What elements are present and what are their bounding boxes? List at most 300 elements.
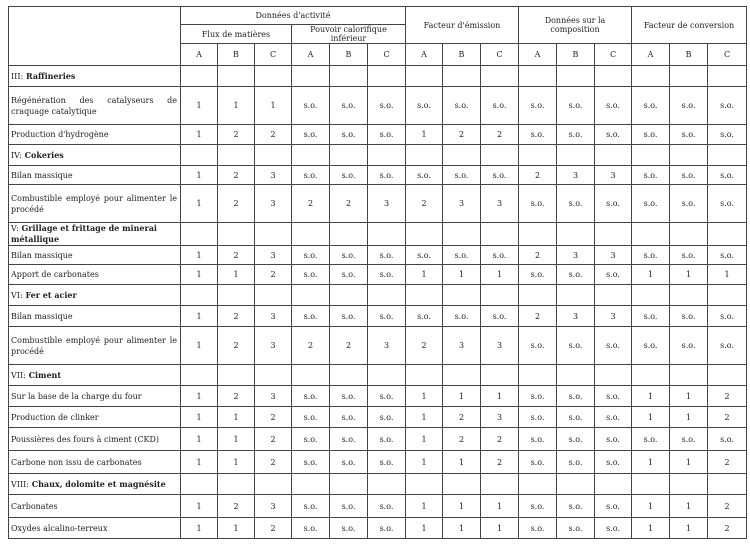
- tier-cell: 2: [481, 428, 519, 451]
- section-number: IV:: [11, 150, 22, 160]
- tier-cell: s.o.: [368, 495, 406, 518]
- tier-cell: 1: [632, 495, 670, 518]
- tier-cell: s.o.: [519, 386, 557, 407]
- empty-cell: [292, 474, 330, 495]
- tier-cell: s.o.: [443, 246, 481, 265]
- tier-cell: 1: [632, 265, 670, 285]
- empty-cell: [218, 223, 255, 246]
- tier-cell: s.o.: [670, 327, 708, 365]
- tier-cell: s.o.: [443, 166, 481, 185]
- tier-cell: 1: [181, 265, 218, 285]
- section-label: Raffineries: [25, 70, 76, 81]
- tier-cell: s.o.: [330, 428, 368, 451]
- tier-cell: 1: [670, 518, 708, 539]
- tier-cell: 1: [218, 407, 255, 428]
- header-composition-data: Données sur la composition: [519, 7, 632, 44]
- section-row: [9, 474, 747, 495]
- tier-cell: 2: [519, 306, 557, 327]
- empty-cell: [670, 145, 708, 166]
- tier-cell: s.o.: [519, 125, 557, 145]
- tier-letters-row: [9, 44, 747, 66]
- row-label: Bilan massique: [9, 246, 181, 265]
- tier-cell: 2: [708, 495, 747, 518]
- empty-cell: [368, 223, 406, 246]
- table-row: [9, 386, 747, 407]
- tier-cell: 1: [218, 87, 255, 125]
- tier-cell: s.o.: [519, 495, 557, 518]
- empty-cell: [406, 66, 443, 87]
- tier-cell: s.o.: [557, 125, 595, 145]
- row-label: Oxydes alcalino-terreux: [9, 518, 181, 539]
- tier-cell: 1: [406, 265, 443, 285]
- tier-cell: s.o.: [481, 306, 519, 327]
- empty-cell: [632, 145, 670, 166]
- tier-letter: B: [330, 44, 368, 66]
- tier-cell: s.o.: [670, 428, 708, 451]
- tier-cell: 3: [595, 166, 632, 185]
- empty-cell: [181, 145, 218, 166]
- empty-cell: [481, 365, 519, 386]
- empty-cell: [330, 474, 368, 495]
- tier-cell: 3: [443, 185, 481, 223]
- tier-cell: 1: [406, 125, 443, 145]
- tier-cell: 3: [255, 246, 292, 265]
- row-label: Combustible employé pour alimenter le procédé: [9, 185, 181, 223]
- tier-cell: 3: [595, 306, 632, 327]
- tier-cell: 3: [255, 306, 292, 327]
- tier-cell: 1: [218, 518, 255, 539]
- empty-cell: [406, 145, 443, 166]
- tier-cell: s.o.: [292, 125, 330, 145]
- section-number: VII:: [11, 370, 26, 380]
- tier-cell: 1: [181, 327, 218, 365]
- tier-cell: s.o.: [595, 495, 632, 518]
- empty-cell: [670, 285, 708, 306]
- empty-cell: [557, 365, 595, 386]
- tier-cell: s.o.: [330, 125, 368, 145]
- tier-cell: 3: [368, 185, 406, 223]
- section-row: [9, 145, 747, 166]
- empty-cell: [708, 285, 747, 306]
- tier-cell: 3: [481, 185, 519, 223]
- tier-cell: s.o.: [632, 185, 670, 223]
- tier-letter: C: [368, 44, 406, 66]
- tier-cell: 1: [443, 518, 481, 539]
- empty-cell: [218, 145, 255, 166]
- tier-cell: s.o.: [368, 306, 406, 327]
- empty-cell: [708, 223, 747, 246]
- empty-cell: [443, 145, 481, 166]
- tier-cell: 1: [181, 166, 218, 185]
- tier-cell: s.o.: [557, 407, 595, 428]
- empty-cell: [443, 223, 481, 246]
- tier-cell: 1: [181, 87, 218, 125]
- empty-cell: [632, 223, 670, 246]
- empty-cell: [443, 66, 481, 87]
- section-number: VI:: [11, 290, 23, 300]
- tier-cell: 2: [255, 407, 292, 428]
- tier-cell: s.o.: [557, 451, 595, 474]
- tier-cell: s.o.: [292, 87, 330, 125]
- tier-cell: 3: [255, 166, 292, 185]
- empty-cell: [481, 145, 519, 166]
- tier-cell: 2: [218, 246, 255, 265]
- empty-cell: [595, 66, 632, 87]
- tier-cell: 1: [181, 306, 218, 327]
- header-conversion-factor: Facteur de conversion: [632, 7, 747, 44]
- empty-cell: [406, 365, 443, 386]
- tier-cell: s.o.: [292, 428, 330, 451]
- tier-letter: A: [632, 44, 670, 66]
- section-number: III:: [11, 71, 24, 81]
- tier-cell: s.o.: [670, 87, 708, 125]
- tier-cell: s.o.: [595, 125, 632, 145]
- empty-cell: [557, 66, 595, 87]
- empty-cell: [218, 66, 255, 87]
- empty-cell: [670, 66, 708, 87]
- tier-cell: s.o.: [330, 246, 368, 265]
- empty-cell: [330, 285, 368, 306]
- empty-cell: [443, 474, 481, 495]
- empty-cell: [368, 145, 406, 166]
- tier-cell: s.o.: [632, 87, 670, 125]
- tier-table: [8, 6, 747, 539]
- header-material-flow: Flux de matières: [181, 25, 292, 44]
- tier-cell: 1: [181, 125, 218, 145]
- section-row: [9, 223, 747, 246]
- empty-cell: [557, 223, 595, 246]
- table-row: [9, 518, 747, 539]
- empty-cell: [368, 474, 406, 495]
- tier-cell: s.o.: [708, 327, 747, 365]
- empty-cell: [255, 285, 292, 306]
- tier-letter: C: [481, 44, 519, 66]
- tier-cell: 2: [443, 125, 481, 145]
- tier-cell: s.o.: [443, 87, 481, 125]
- empty-cell: [330, 223, 368, 246]
- section-label: Chaux, dolomite et magnésite: [31, 478, 166, 489]
- empty-cell: [519, 285, 557, 306]
- table-row: [9, 495, 747, 518]
- empty-cell: [670, 223, 708, 246]
- tier-cell: 1: [632, 407, 670, 428]
- tier-cell: 2: [218, 125, 255, 145]
- tier-cell: s.o.: [330, 306, 368, 327]
- tier-cell: s.o.: [595, 407, 632, 428]
- tier-cell: 2: [255, 428, 292, 451]
- tier-cell: s.o.: [368, 166, 406, 185]
- tier-cell: s.o.: [670, 246, 708, 265]
- tier-cell: s.o.: [519, 185, 557, 223]
- tier-cell: 2: [406, 185, 443, 223]
- tier-letter: B: [557, 44, 595, 66]
- row-label: Poussières des fours à ciment (CKD): [9, 428, 181, 451]
- tier-cell: 1: [181, 495, 218, 518]
- empty-cell: [255, 223, 292, 246]
- tier-cell: 1: [632, 451, 670, 474]
- empty-cell: [557, 474, 595, 495]
- tier-cell: 1: [481, 518, 519, 539]
- tier-cell: 1: [632, 518, 670, 539]
- tier-cell: s.o.: [557, 327, 595, 365]
- tier-letter: B: [670, 44, 708, 66]
- tier-cell: s.o.: [519, 518, 557, 539]
- tier-cell: s.o.: [330, 166, 368, 185]
- header-activity-data: Données d'activité: [181, 7, 406, 25]
- tier-cell: s.o.: [595, 327, 632, 365]
- empty-cell: [292, 145, 330, 166]
- table-row: [9, 428, 747, 451]
- section-title: [9, 223, 181, 246]
- tier-cell: s.o.: [330, 495, 368, 518]
- tier-cell: s.o.: [557, 518, 595, 539]
- tier-cell: 2: [330, 185, 368, 223]
- empty-cell: [708, 66, 747, 87]
- tier-cell: 3: [481, 327, 519, 365]
- tier-cell: 1: [406, 518, 443, 539]
- tier-cell: s.o.: [330, 87, 368, 125]
- tier-cell: s.o.: [368, 518, 406, 539]
- tier-cell: 1: [443, 451, 481, 474]
- empty-cell: [595, 285, 632, 306]
- tier-cell: s.o.: [406, 306, 443, 327]
- empty-cell: [481, 223, 519, 246]
- tier-cell: s.o.: [368, 125, 406, 145]
- tier-cell: s.o.: [708, 185, 747, 223]
- section-row: [9, 66, 747, 87]
- tier-cell: 1: [670, 407, 708, 428]
- tier-cell: 2: [481, 125, 519, 145]
- tier-cell: s.o.: [632, 166, 670, 185]
- tier-cell: 2: [519, 166, 557, 185]
- tier-cell: 3: [255, 327, 292, 365]
- empty-cell: [181, 474, 218, 495]
- empty-cell: [519, 66, 557, 87]
- tier-cell: s.o.: [595, 87, 632, 125]
- section-title: [9, 474, 181, 495]
- empty-cell: [255, 145, 292, 166]
- empty-cell: [595, 474, 632, 495]
- tier-cell: 1: [218, 265, 255, 285]
- tier-letter: A: [519, 44, 557, 66]
- tier-cell: s.o.: [519, 451, 557, 474]
- tier-cell: 1: [406, 386, 443, 407]
- tier-cell: s.o.: [292, 265, 330, 285]
- tier-cell: 3: [595, 246, 632, 265]
- tier-cell: 2: [708, 386, 747, 407]
- tier-cell: 1: [181, 246, 218, 265]
- table-row: [9, 265, 747, 285]
- empty-cell: [557, 145, 595, 166]
- tier-cell: s.o.: [632, 246, 670, 265]
- section-label: Grillage et frittage de minerai métallique: [11, 223, 157, 244]
- tier-cell: 3: [255, 495, 292, 518]
- empty-cell: [406, 223, 443, 246]
- tier-cell: s.o.: [708, 87, 747, 125]
- tier-cell: s.o.: [519, 428, 557, 451]
- tier-cell: 1: [481, 265, 519, 285]
- empty-cell: [218, 474, 255, 495]
- tier-letter: A: [292, 44, 330, 66]
- tier-cell: s.o.: [368, 451, 406, 474]
- tier-cell: 2: [218, 386, 255, 407]
- table-row: [9, 407, 747, 428]
- tier-cell: 2: [218, 306, 255, 327]
- tier-cell: s.o.: [670, 306, 708, 327]
- tier-cell: 2: [708, 518, 747, 539]
- section-title: [9, 285, 181, 306]
- tier-cell: s.o.: [292, 386, 330, 407]
- empty-cell: [595, 365, 632, 386]
- tier-letter: A: [406, 44, 443, 66]
- tier-letter: B: [218, 44, 255, 66]
- empty-cell: [181, 365, 218, 386]
- tier-letter: C: [255, 44, 292, 66]
- tier-cell: 1: [181, 518, 218, 539]
- tier-cell: 3: [481, 407, 519, 428]
- row-label: Régénération des catalyseurs de craquage catalytique: [9, 87, 181, 125]
- tier-cell: 1: [406, 495, 443, 518]
- tier-cell: 1: [443, 386, 481, 407]
- tier-cell: 1: [481, 495, 519, 518]
- tier-cell: s.o.: [330, 451, 368, 474]
- tier-cell: s.o.: [632, 428, 670, 451]
- section-number: V:: [11, 224, 19, 233]
- tier-cell: 2: [292, 185, 330, 223]
- empty-cell: [181, 285, 218, 306]
- empty-cell: [708, 474, 747, 495]
- tier-cell: 3: [255, 185, 292, 223]
- empty-cell: [406, 474, 443, 495]
- tier-cell: s.o.: [595, 265, 632, 285]
- tier-cell: 3: [255, 386, 292, 407]
- tier-cell: s.o.: [292, 246, 330, 265]
- row-label: Production de clinker: [9, 407, 181, 428]
- empty-cell: [481, 285, 519, 306]
- table-row: [9, 185, 747, 223]
- table-row: [9, 327, 747, 365]
- empty-cell: [519, 365, 557, 386]
- empty-cell: [519, 145, 557, 166]
- tier-cell: s.o.: [406, 87, 443, 125]
- tier-cell: 3: [443, 327, 481, 365]
- empty-cell: [181, 223, 218, 246]
- row-label: Combustible employé pour alimenter le procédé: [9, 327, 181, 365]
- tier-cell: 1: [218, 451, 255, 474]
- table-row: [9, 306, 747, 327]
- tier-letter: B: [443, 44, 481, 66]
- table-header: [9, 7, 747, 66]
- tier-cell: s.o.: [595, 428, 632, 451]
- empty-cell: [670, 365, 708, 386]
- tier-cell: s.o.: [368, 386, 406, 407]
- header-corner-3: [9, 44, 181, 66]
- tier-cell: 3: [557, 166, 595, 185]
- tier-cell: s.o.: [519, 407, 557, 428]
- tier-cell: s.o.: [330, 386, 368, 407]
- tier-cell: 1: [670, 451, 708, 474]
- tier-cell: 2: [443, 407, 481, 428]
- tier-cell: s.o.: [557, 495, 595, 518]
- tier-cell: s.o.: [519, 327, 557, 365]
- section-label: Fer et acier: [25, 289, 77, 300]
- empty-cell: [481, 474, 519, 495]
- tier-cell: s.o.: [443, 306, 481, 327]
- tier-cell: 2: [218, 185, 255, 223]
- tier-cell: 3: [557, 306, 595, 327]
- section-row: [9, 285, 747, 306]
- tier-cell: 2: [255, 518, 292, 539]
- tier-cell: s.o.: [292, 451, 330, 474]
- tier-cell: s.o.: [708, 166, 747, 185]
- row-label: Bilan massique: [9, 306, 181, 327]
- tier-cell: 1: [670, 386, 708, 407]
- tier-cell: 2: [481, 451, 519, 474]
- table-row: [9, 87, 747, 125]
- empty-cell: [708, 365, 747, 386]
- row-label: Carbone non issu de carbonates: [9, 451, 181, 474]
- tier-cell: s.o.: [406, 166, 443, 185]
- tier-cell: s.o.: [632, 306, 670, 327]
- tier-cell: s.o.: [557, 428, 595, 451]
- tier-cell: s.o.: [368, 265, 406, 285]
- tier-letter: C: [708, 44, 747, 66]
- empty-cell: [218, 365, 255, 386]
- tier-cell: s.o.: [481, 246, 519, 265]
- tier-cell: s.o.: [708, 306, 747, 327]
- tier-cell: s.o.: [481, 87, 519, 125]
- tier-letter: A: [181, 44, 218, 66]
- header-net-calorific-value: Pouvoir calorifique inférieur: [292, 25, 406, 44]
- row-label: Carbonates: [9, 495, 181, 518]
- tier-cell: 1: [218, 428, 255, 451]
- empty-cell: [632, 285, 670, 306]
- tier-cell: 1: [406, 428, 443, 451]
- tier-cell: s.o.: [519, 265, 557, 285]
- table-row: [9, 166, 747, 185]
- tier-cell: s.o.: [292, 166, 330, 185]
- tier-cell: s.o.: [708, 125, 747, 145]
- section-label: Ciment: [28, 369, 62, 380]
- tier-cell: 2: [519, 246, 557, 265]
- tier-cell: 3: [557, 246, 595, 265]
- tier-cell: s.o.: [368, 87, 406, 125]
- tier-cell: s.o.: [557, 87, 595, 125]
- empty-cell: [670, 474, 708, 495]
- tier-cell: s.o.: [670, 166, 708, 185]
- tier-cell: s.o.: [292, 407, 330, 428]
- tier-cell: s.o.: [368, 407, 406, 428]
- tier-cell: s.o.: [557, 265, 595, 285]
- section-title: [9, 365, 181, 386]
- tier-cell: 2: [708, 407, 747, 428]
- tier-cell: 1: [443, 265, 481, 285]
- section-row: [9, 365, 747, 386]
- header-corner: [9, 7, 181, 25]
- tier-cell: s.o.: [519, 87, 557, 125]
- tier-cell: s.o.: [330, 407, 368, 428]
- tier-cell: s.o.: [557, 386, 595, 407]
- tier-cell: 1: [406, 407, 443, 428]
- tier-cell: 1: [181, 451, 218, 474]
- tier-cell: 2: [255, 451, 292, 474]
- table-body: [9, 66, 747, 539]
- empty-cell: [368, 66, 406, 87]
- empty-cell: [255, 474, 292, 495]
- section-label: Cokeries: [24, 149, 64, 160]
- tier-cell: 1: [708, 265, 747, 285]
- tier-cell: 2: [406, 327, 443, 365]
